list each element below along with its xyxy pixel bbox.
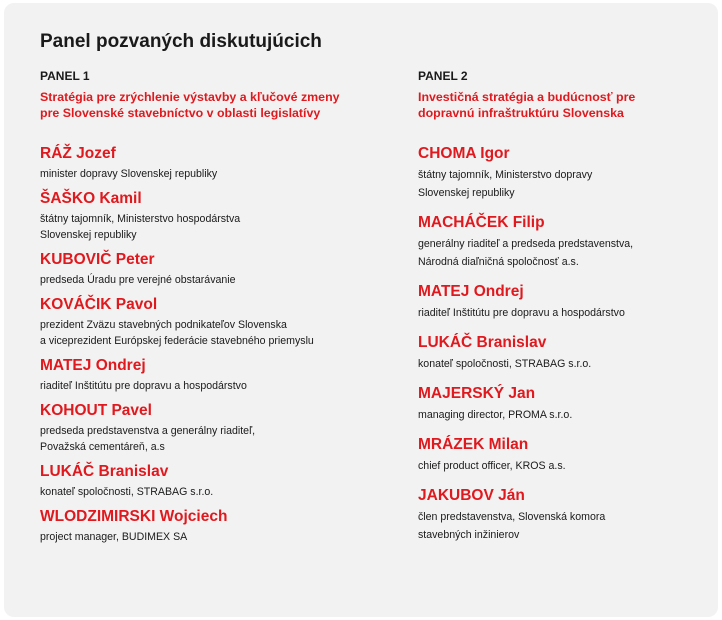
- speaker-item: [418, 142, 688, 202]
- speaker-name: CHOMA Igor: [418, 145, 510, 162]
- panel-1-label: PANEL 1: [40, 69, 90, 83]
- speaker-role: štátny tajomník, Ministerstvo hospodárstva Slovenskej republiky: [40, 213, 241, 241]
- speaker-item: [418, 484, 688, 544]
- speaker-item: [40, 248, 360, 288]
- speaker-item: [40, 187, 360, 243]
- speaker-role: predseda Úradu pre verejné obstarávanie: [40, 274, 236, 286]
- speaker-item: [418, 331, 688, 373]
- speaker-item: [40, 460, 360, 500]
- speaker-name: KUBOVIČ Peter: [40, 251, 155, 268]
- speaker-role: riaditeľ Inštitútu pre dopravu a hospodárstvo: [418, 307, 625, 319]
- speaker-role: riaditeľ Inštitútu pre dopravu a hospodárstvo: [40, 380, 247, 392]
- speaker-name: JAKUBOV Ján: [418, 487, 525, 504]
- speaker-item: [40, 354, 360, 394]
- speaker-role: project manager, BUDIMEX SA: [40, 531, 188, 543]
- speaker-role: člen predstavenstva, Slovenská komora stavebných inžinierov: [418, 511, 606, 541]
- speaker-name: LUKÁČ Branislav: [418, 334, 547, 351]
- speaker-role: minister dopravy Slovenskej republiky: [40, 168, 218, 180]
- speaker-item: [418, 280, 688, 322]
- speaker-role: predseda predstavenstva a generálny riaditeľ, Považská cementáreň, a.s: [40, 425, 256, 453]
- panel-2-topic: Investičná stratégia a budúcnosť pre dopravnú infraštruktúru Slovenska: [418, 90, 636, 120]
- speaker-item: [418, 382, 688, 424]
- speaker-item: [418, 211, 688, 271]
- panel-2-label: PANEL 2: [418, 69, 468, 83]
- speaker-name: MRÁZEK Milan: [418, 436, 529, 453]
- speaker-item: [40, 399, 360, 455]
- speaker-name: RÁŽ Jozef: [40, 145, 116, 162]
- speaker-name: LUKÁČ Branislav: [40, 463, 169, 480]
- speaker-name: MAJERSKÝ Jan: [418, 385, 536, 402]
- speaker-name: KOVÁČIK Pavol: [40, 296, 158, 313]
- speaker-name: WLODZIMIRSKI Wojciech: [40, 508, 228, 525]
- speaker-role: chief product officer, KROS a.s.: [418, 460, 566, 472]
- speaker-name: MATEJ Ondrej: [40, 357, 146, 374]
- speaker-name: MATEJ Ondrej: [418, 283, 524, 300]
- speaker-role: prezident Zväzu stavebných podnikateľov Slovenska a viceprezident Európskej federácie stavebného priemyslu: [40, 319, 314, 347]
- speaker-item: [40, 293, 360, 349]
- speaker-role: generálny riaditeľ a predseda predstavenstva, Národná diaľničná spoločnosť a.s.: [418, 238, 634, 268]
- speaker-role: konateľ spoločnosti, STRABAG s.r.o.: [40, 486, 214, 498]
- speaker-item: [40, 505, 360, 545]
- speaker-name: ŠAŠKO Kamil: [40, 190, 142, 207]
- panel-1-column: [40, 68, 360, 550]
- speaker-role: konateľ spoločnosti, STRABAG s.r.o.: [418, 358, 592, 370]
- speaker-name: MACHÁČEK Filip: [418, 214, 545, 231]
- panel-2-column: [418, 68, 688, 553]
- speaker-name: KOHOUT Pavel: [40, 402, 152, 419]
- speaker-role: managing director, PROMA s.r.o.: [418, 409, 573, 421]
- speaker-role: štátny tajomník, Ministerstvo dopravy Slovenskej republiky: [418, 169, 593, 199]
- page-title: Panel pozvaných diskutujúcich: [40, 31, 322, 52]
- speaker-item: [418, 433, 688, 475]
- speaker-item: [40, 142, 360, 182]
- panel-1-topic: Stratégia pre zrýchlenie výstavby a kľučové zmeny pre Slovenské stavebníctvo v oblasti legislatívy: [40, 90, 340, 120]
